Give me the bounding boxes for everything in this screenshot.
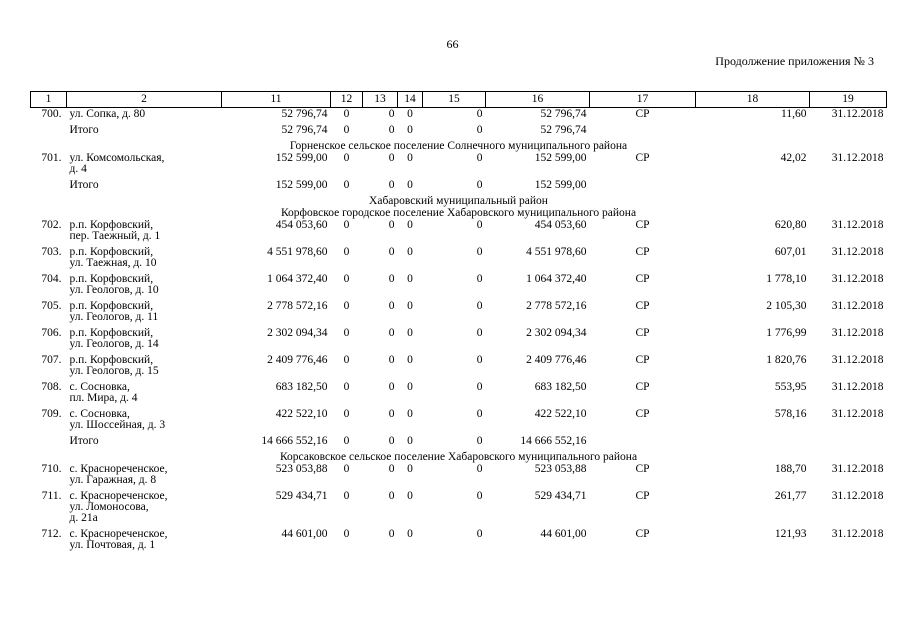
cell-c11: 14 666 552,16 — [261, 435, 328, 447]
cell-c11: 529 434,71 — [275, 490, 328, 502]
section-heading: Горненское сельское поселение Солнечного муниципального района — [289, 140, 628, 152]
cell-c13: 0 — [388, 219, 395, 231]
cell-c14: 0 — [407, 381, 413, 393]
table-row — [31, 327, 887, 354]
cell-c19: 31.12.2018 — [831, 273, 884, 285]
cell-c15: 0 — [476, 435, 483, 447]
cell-c11: 523 053,88 — [275, 463, 328, 475]
cell-c17: СР — [635, 327, 650, 339]
cell-c13: 0 — [388, 124, 395, 136]
address-line: р.п. Корфовский, — [69, 273, 154, 285]
address-cell — [67, 246, 222, 273]
cell-c12: 0 — [343, 273, 350, 285]
cell-c11: 2 778 572,16 — [267, 300, 328, 312]
cell-c12: 0 — [343, 246, 350, 258]
address-line: р.п. Корфовский, — [69, 300, 154, 312]
address-cell — [67, 327, 222, 354]
cell-c16: 529 434,71 — [534, 490, 587, 502]
cell-c12: 0 — [343, 408, 350, 420]
column-header: 12 — [331, 92, 363, 108]
cell-c16: 52 796,74 — [540, 124, 587, 136]
section-heading-row — [31, 451, 887, 463]
cell-c18: 188,70 — [774, 463, 807, 475]
cell-c17: СР — [635, 490, 650, 502]
table-row — [31, 463, 887, 490]
cell-c18: 11,60 — [781, 108, 807, 120]
address-line: р.п. Корфовский, — [69, 354, 154, 366]
cell-c19 — [810, 124, 887, 140]
cell-c16: 454 053,60 — [534, 219, 587, 231]
total-row — [31, 435, 887, 451]
cell-c11: 1 064 372,40 — [267, 273, 328, 285]
cell-c12: 0 — [343, 300, 350, 312]
section-heading: Корфовское городское поселение Хабаровского муниципального района — [280, 207, 637, 219]
cell-c13: 0 — [388, 300, 395, 312]
cell-c18 — [696, 435, 810, 451]
cell-c14: 0 — [407, 246, 413, 258]
cell-c11: 4 551 978,60 — [267, 246, 328, 258]
cell-c15: 0 — [476, 152, 483, 164]
column-header: 2 — [67, 92, 222, 108]
cell-c18: 42,02 — [780, 152, 807, 164]
address-line: ул. Почтовая, д. 1 — [69, 539, 156, 551]
row-number — [31, 179, 67, 195]
column-header: 14 — [398, 92, 423, 108]
cell-c15: 0 — [476, 327, 483, 339]
page-number: 66 — [446, 37, 459, 51]
cell-c12: 0 — [343, 528, 350, 540]
cell-c19: 31.12.2018 — [831, 408, 884, 420]
row-number: 702. — [41, 219, 62, 231]
cell-c17: СР — [635, 408, 650, 420]
address-line: ул. Гаражная, д. 8 — [69, 474, 157, 486]
cell-c19: 31.12.2018 — [831, 108, 884, 120]
cell-c11: 422 522,10 — [275, 408, 328, 420]
address-line: ул. Геологов, д. 15 — [69, 365, 159, 377]
cell-c18: 2 105,30 — [766, 300, 807, 312]
table-row — [31, 246, 887, 273]
row-number: 701. — [41, 152, 62, 164]
cell-c18: 578,16 — [774, 408, 807, 420]
address-cell — [67, 490, 222, 528]
cell-c13: 0 — [388, 381, 395, 393]
header-row — [31, 92, 887, 108]
cell-c12: 0 — [343, 381, 350, 393]
column-header: 16 — [486, 92, 590, 108]
cell-c16: 152 599,00 — [534, 152, 587, 164]
cell-c17: СР — [635, 246, 650, 258]
address-line: д. 4 — [69, 163, 87, 175]
section-heading: Корсаковское сельское поселение Хабаровского муниципального района — [279, 451, 638, 463]
address-cell — [67, 219, 222, 246]
cell-c15: 0 — [476, 490, 483, 502]
cell-c19: 31.12.2018 — [831, 152, 884, 164]
cell-c19 — [810, 179, 887, 195]
cell-c16: 422 522,10 — [534, 408, 587, 420]
cell-c14: 0 — [407, 179, 413, 191]
cell-c18 — [696, 124, 810, 140]
cell-c18: 607,01 — [774, 246, 807, 258]
cell-c13: 0 — [388, 152, 395, 164]
address-line: р.п. Корфовский, — [69, 246, 154, 258]
cell-c13: 0 — [388, 354, 395, 366]
cell-c18: 1 820,76 — [766, 354, 807, 366]
table-row — [31, 528, 887, 555]
cell-c14: 0 — [407, 152, 413, 164]
address-line: ул. Ломоносова, — [69, 501, 149, 513]
cell-c15: 0 — [476, 354, 483, 366]
total-label: Итого — [69, 124, 99, 136]
column-header: 15 — [423, 92, 486, 108]
address-line: с. Сосновка, — [69, 381, 130, 393]
cell-c11: 454 053,60 — [275, 219, 328, 231]
address-line: ул. Комсомольская, — [69, 152, 165, 164]
address-line: пл. Мира, д. 4 — [69, 392, 138, 404]
cell-c13: 0 — [388, 408, 395, 420]
cell-c14: 0 — [407, 124, 413, 136]
section-heading-row — [31, 140, 887, 152]
cell-c11: 44 601,00 — [281, 528, 328, 540]
table-row — [31, 219, 887, 246]
address-cell — [67, 354, 222, 381]
cell-c16: 523 053,88 — [534, 463, 587, 475]
address-line: ул. Сопка, д. 80 — [69, 108, 146, 120]
cell-c16: 14 666 552,16 — [520, 435, 587, 447]
cell-c19: 31.12.2018 — [831, 219, 884, 231]
appendix-caption: Продолжение приложения № 3 — [715, 54, 874, 68]
cell-c15: 0 — [476, 381, 483, 393]
cell-c17: СР — [635, 273, 650, 285]
address-line: д. 21а — [69, 512, 98, 524]
section-heading-row — [31, 195, 887, 207]
cell-c14: 0 — [407, 219, 413, 231]
row-number: 703. — [41, 246, 62, 258]
cell-c13: 0 — [388, 463, 395, 475]
address-cell — [67, 152, 222, 179]
row-number: 712. — [41, 528, 62, 540]
cell-c11: 683 182,50 — [275, 381, 328, 393]
cell-c13: 0 — [388, 490, 395, 502]
cell-c17 — [590, 435, 696, 451]
address-cell — [67, 408, 222, 435]
cell-c18: 620,80 — [774, 219, 807, 231]
cell-c13: 0 — [388, 273, 395, 285]
cell-c14: 0 — [407, 528, 413, 540]
cell-c13: 0 — [388, 435, 395, 447]
cell-c14: 0 — [407, 300, 413, 312]
cell-c15: 0 — [476, 300, 483, 312]
address-cell — [67, 273, 222, 300]
address-line: с. Краснореченское, — [69, 463, 168, 475]
cell-c14: 0 — [407, 490, 413, 502]
cell-c13: 0 — [388, 528, 395, 540]
cell-c16: 52 796,74 — [540, 108, 587, 120]
cell-c11: 52 796,74 — [281, 108, 328, 120]
column-header: 18 — [696, 92, 810, 108]
total-row — [31, 179, 887, 195]
cell-c13: 0 — [388, 246, 395, 258]
cell-c14: 0 — [407, 354, 413, 366]
cell-c11: 152 599,00 — [275, 179, 328, 191]
cell-c16: 152 599,00 — [534, 179, 587, 191]
row-number: 706. — [41, 327, 62, 339]
address-cell — [67, 528, 222, 555]
cell-c17: СР — [635, 463, 650, 475]
cell-c19: 31.12.2018 — [831, 463, 884, 475]
cell-c11: 2 302 094,34 — [267, 327, 328, 339]
cell-c17: СР — [635, 108, 650, 120]
row-number: 705. — [41, 300, 62, 312]
address-cell — [67, 381, 222, 408]
cell-c13: 0 — [388, 108, 395, 120]
column-header: 11 — [222, 92, 331, 108]
address-line: с. Красноречeнское, — [69, 490, 168, 502]
cell-c12: 0 — [343, 108, 350, 120]
cell-c15: 0 — [476, 124, 483, 136]
cell-c18: 553,95 — [774, 381, 807, 393]
cell-c19: 31.12.2018 — [831, 490, 884, 502]
cell-c17: СР — [635, 354, 650, 366]
total-row — [31, 124, 887, 140]
row-number: 710. — [41, 463, 62, 475]
table-body — [31, 108, 887, 556]
table-row — [31, 490, 887, 528]
cell-c17 — [590, 179, 696, 195]
table-row — [31, 408, 887, 435]
cell-c12: 0 — [343, 124, 350, 136]
cell-c15: 0 — [476, 179, 483, 191]
row-number: 709. — [41, 408, 62, 420]
address-cell — [67, 108, 222, 125]
address-line: р.п. Корфовский, — [69, 219, 154, 231]
row-number: 704. — [41, 273, 62, 285]
cell-c14: 0 — [407, 108, 413, 120]
row-number: 707. — [41, 354, 62, 366]
cell-c16: 2 409 776,46 — [526, 354, 587, 366]
cell-c16: 2 302 094,34 — [526, 327, 587, 339]
cell-c14: 0 — [407, 327, 413, 339]
cell-c12: 0 — [343, 327, 350, 339]
cell-c18: 121,93 — [774, 528, 807, 540]
column-header: 19 — [810, 92, 887, 108]
cell-c14: 0 — [407, 463, 413, 475]
section-heading-row — [31, 207, 887, 219]
cell-c11: 152 599,00 — [275, 152, 328, 164]
table-row — [31, 108, 887, 125]
cell-c19: 31.12.2018 — [831, 246, 884, 258]
total-label: Итого — [69, 179, 99, 191]
address-cell — [67, 300, 222, 327]
cell-c15: 0 — [476, 463, 483, 475]
cell-c19: 31.12.2018 — [831, 354, 884, 366]
cell-c12: 0 — [343, 354, 350, 366]
row-number: 708. — [41, 381, 62, 393]
cell-c14: 0 — [407, 273, 413, 285]
cell-c11: 2 409 776,46 — [267, 354, 328, 366]
cell-c18: 1 778,10 — [766, 273, 807, 285]
cell-c18: 1 776,99 — [766, 327, 807, 339]
cell-c16: 1 064 372,40 — [526, 273, 587, 285]
cell-c14: 0 — [407, 408, 413, 420]
cell-c19: 31.12.2018 — [831, 528, 884, 540]
cell-c12: 0 — [343, 463, 350, 475]
column-header: 1 — [31, 92, 67, 108]
cell-c15: 0 — [476, 219, 483, 231]
row-number — [31, 124, 67, 140]
address-line: ул. Таежная, д. 10 — [69, 257, 157, 269]
cell-c16: 4 551 978,60 — [526, 246, 587, 258]
cell-c11: 52 796,74 — [281, 124, 328, 136]
column-header: 17 — [590, 92, 696, 108]
cell-c12: 0 — [343, 179, 350, 191]
cell-c17: СР — [635, 219, 650, 231]
cell-c12: 0 — [343, 219, 350, 231]
cell-c16: 44 601,00 — [540, 528, 587, 540]
cell-c19: 31.12.2018 — [831, 381, 884, 393]
row-number — [31, 435, 67, 451]
cell-c13: 0 — [388, 327, 395, 339]
address-line: с. Сосновка, — [69, 408, 130, 420]
table-row — [31, 273, 887, 300]
address-cell — [67, 463, 222, 490]
cell-c15: 0 — [476, 273, 483, 285]
address-line: с. Красноречeнское, — [69, 528, 168, 540]
cell-c13: 0 — [388, 179, 395, 191]
cell-c17: СР — [635, 300, 650, 312]
cell-c15: 0 — [476, 108, 483, 120]
cell-c15: 0 — [476, 246, 483, 258]
cell-c17: СР — [635, 152, 650, 164]
cell-c17 — [590, 124, 696, 140]
address-line: ул. Геологов, д. 10 — [69, 284, 159, 296]
cell-c17: СР — [635, 528, 650, 540]
cell-c19: 31.12.2018 — [831, 327, 884, 339]
column-header: 13 — [363, 92, 398, 108]
address-line: р.п. Корфовский, — [69, 327, 154, 339]
cell-c12: 0 — [343, 435, 350, 447]
cell-c17: СР — [635, 381, 650, 393]
row-number: 711. — [41, 490, 62, 502]
cell-c16: 683 182,50 — [534, 381, 587, 393]
cell-c18: 261,77 — [774, 490, 807, 502]
address-line: пер. Таежный, д. 1 — [69, 230, 161, 242]
cell-c18 — [696, 179, 810, 195]
cell-c19: 31.12.2018 — [831, 300, 884, 312]
cell-c15: 0 — [476, 528, 483, 540]
table-row — [31, 354, 887, 381]
cell-c12: 0 — [343, 490, 350, 502]
cell-c16: 2 778 572,16 — [526, 300, 587, 312]
cell-c15: 0 — [476, 408, 483, 420]
cell-c19 — [810, 435, 887, 451]
data-table — [30, 91, 887, 555]
table-row — [31, 300, 887, 327]
table-row — [31, 152, 887, 179]
address-line: ул. Геологов, д. 14 — [69, 338, 159, 350]
cell-c12: 0 — [343, 152, 350, 164]
address-line: ул. Геологов, д. 11 — [69, 311, 159, 323]
total-label: Итого — [69, 435, 99, 447]
cell-c14: 0 — [407, 435, 413, 447]
address-line: ул. Шоссейная, д. 3 — [69, 419, 166, 431]
row-number: 700. — [41, 108, 62, 120]
section-heading: Хабаровский муниципальный район — [369, 195, 548, 207]
table-row — [31, 381, 887, 408]
